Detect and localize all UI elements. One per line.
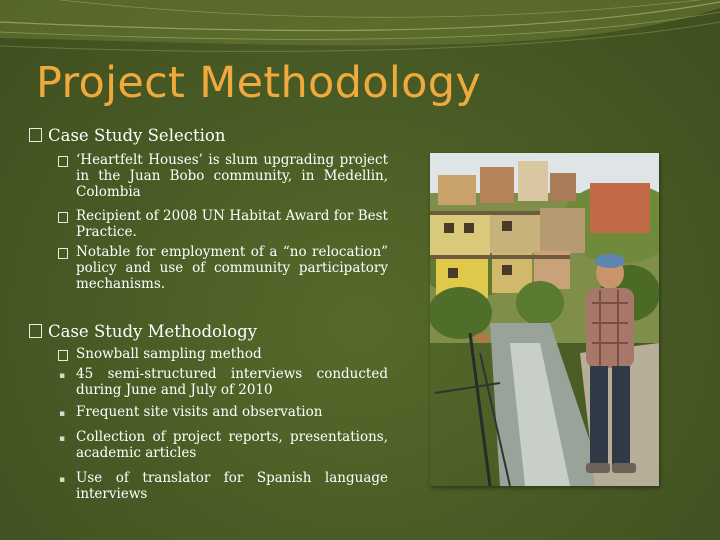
list-item-text: Notable for employment of a “no relocation” policy and use of community participatory mechanisms. — [76, 244, 388, 292]
list-item — [58, 366, 388, 398]
section-heading-methodology — [29, 322, 257, 341]
checkbox-bullet-icon — [29, 128, 42, 142]
photo-illustration — [430, 153, 659, 486]
list-item-text: Use of translator for Spanish language interviews — [76, 470, 388, 502]
list-item-text: ‘Heartfelt Houses’ is slum upgrading project in the Juan Bobo community, in Medellin, Colombia — [76, 152, 388, 200]
bullet-dot-icon: ▪ — [59, 409, 66, 419]
section-heading-text: Case Study Selection — [48, 126, 226, 145]
list-item — [58, 152, 388, 200]
list-item — [58, 470, 388, 502]
bullet-dot-icon: ▪ — [59, 475, 66, 485]
list-item — [58, 244, 388, 292]
list-item-text: Frequent site visits and observation — [76, 404, 323, 420]
bullet-dot-icon: ▪ — [59, 371, 66, 381]
list-item-text: Recipient of 2008 UN Habitat Award for Best Practice. — [76, 208, 388, 240]
checkbox-bullet-icon — [58, 248, 68, 259]
list-item — [58, 346, 388, 362]
bullet-dot-icon: ▪ — [59, 434, 66, 444]
page-title: Project Methodology — [36, 58, 482, 108]
checkbox-bullet-icon — [58, 156, 68, 167]
checkbox-bullet-icon — [58, 212, 68, 223]
list-item-text: Collection of project reports, presentations, academic articles — [76, 429, 388, 461]
section-heading-selection — [29, 126, 225, 145]
section-heading-text: Case Study Methodology — [48, 322, 258, 341]
checkbox-bullet-icon — [58, 350, 68, 361]
photo-juan-bobo — [430, 153, 659, 486]
list-item-text: 45 semi-structured interviews conducted during June and July of 2010 — [76, 366, 388, 398]
list-item — [58, 404, 388, 420]
checkbox-bullet-icon — [29, 324, 42, 338]
list-item — [58, 429, 388, 461]
list-item — [58, 208, 388, 240]
list-item-text: Snowball sampling method — [76, 346, 262, 362]
